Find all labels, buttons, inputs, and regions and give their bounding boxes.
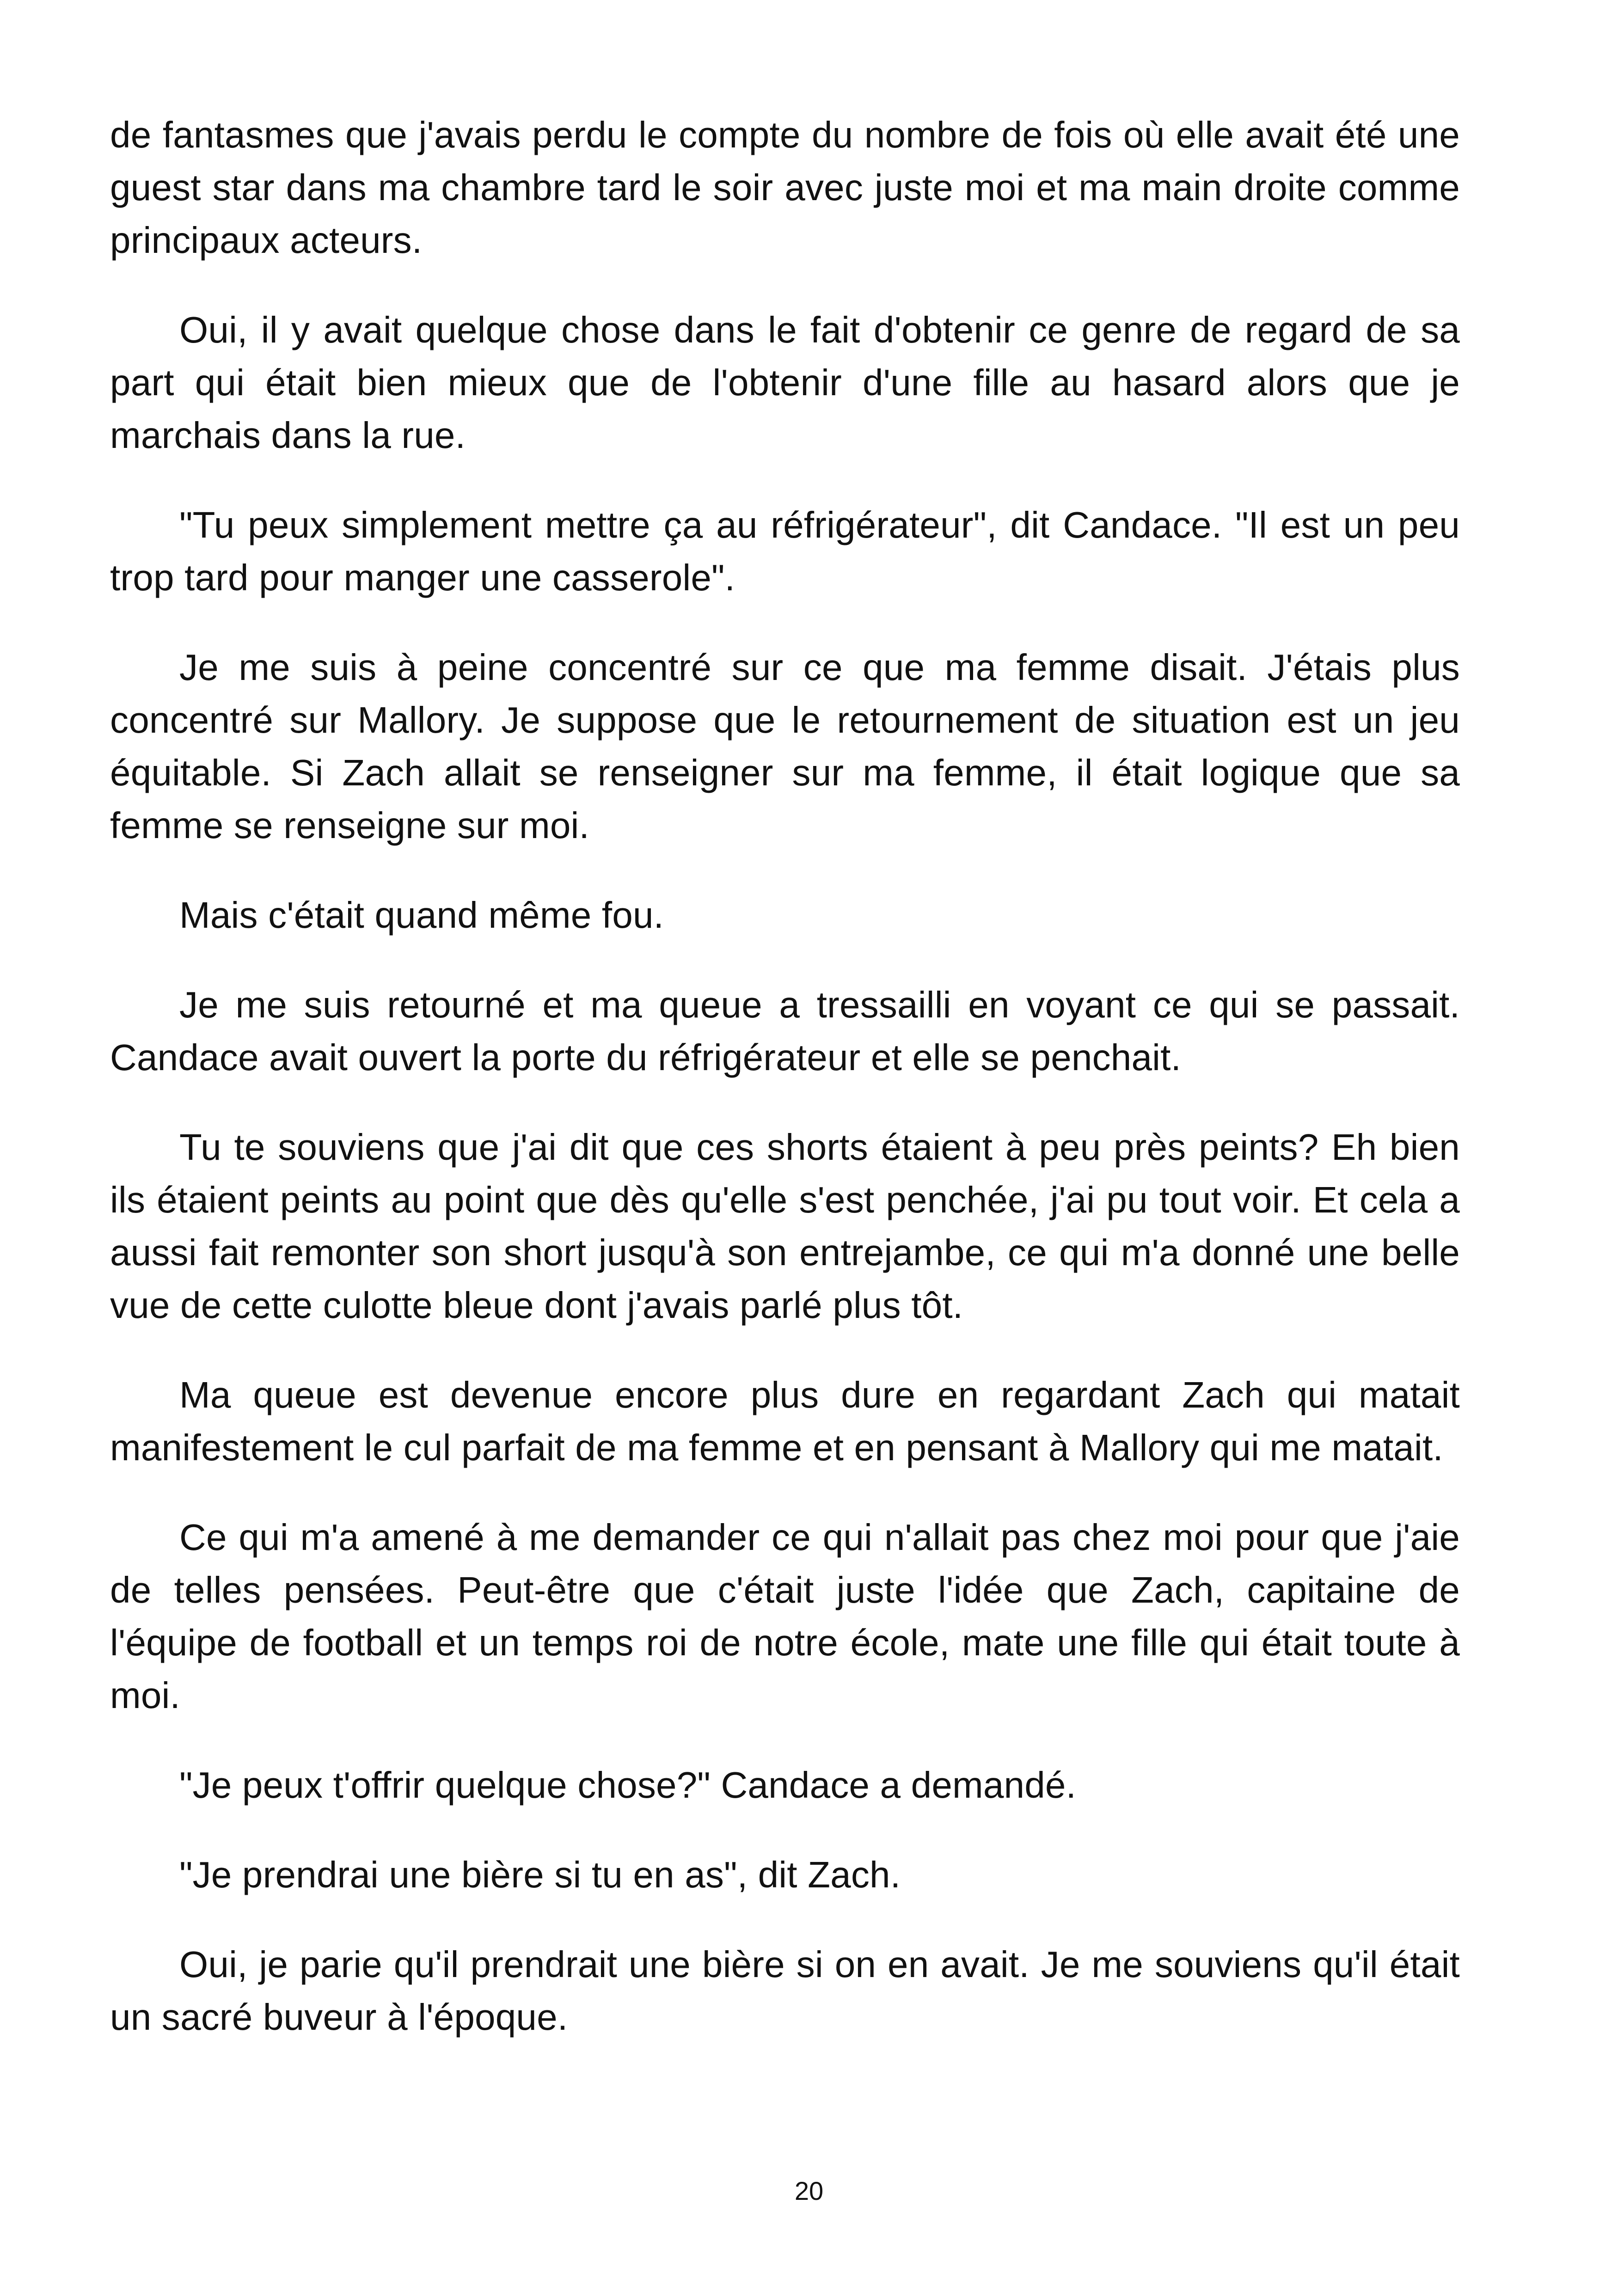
paragraph-6: Je me suis retourné et ma queue a tressailli en voyant ce qui se passait. Candace avait ouvert la porte du réfrigérateur et elle se penchait. xyxy=(110,984,1460,1078)
paragraph-5: Mais c'était quand même fou. xyxy=(179,894,664,936)
paragraph-4: Je me suis à peine concentré sur ce que ma femme disait. J'étais plus concentré sur Mallory. Je suppose que le retournement de situation est un jeu équitable. Si Zach allait se renseigner sur ma femme, il était logique que sa femme se renseigne sur moi. xyxy=(110,647,1460,846)
body-text xyxy=(110,109,1460,2081)
paragraph-10: "Je peux t'offrir quelque chose?" Candace a demandé. xyxy=(179,1764,1077,1806)
page-number: 20 xyxy=(794,2176,824,2205)
paragraph-3: "Tu peux simplement mettre ça au réfrigérateur", dit Candace. "Il est un peu trop tard pour manger une casserole". xyxy=(110,504,1460,598)
paragraph-11: "Je prendrai une bière si tu en as", dit Zach. xyxy=(179,1854,901,1895)
paragraph-12: Oui, je parie qu'il prendrait une bière si on en avait. Je me souviens qu'il était un sacré buveur à l'époque. xyxy=(110,1944,1460,2038)
paragraph-2: Oui, il y avait quelque chose dans le fait d'obtenir ce genre de regard de sa part qui était bien mieux que de l'obtenir d'une fille au hasard alors que je marchais dans la rue. xyxy=(110,309,1460,456)
paragraph-7: Tu te souviens que j'ai dit que ces shorts étaient à peu près peints? Eh bien ils étaient peints au point que dès qu'elle s'est penchée, j'ai pu tout voir. Et cela a aussi fait remonter son short jusqu'à son entrejambe, ce qui m'a donné une belle vue de cette culotte bleue dont j'avais parlé plus tôt. xyxy=(110,1127,1460,1326)
paragraph-8: Ma queue est devenue encore plus dure en regardant Zach qui matait manifestement le cul parfait de ma femme et en pensant à Mallory qui me matait. xyxy=(110,1374,1460,1468)
paragraph-9: Ce qui m'a amené à me demander ce qui n'allait pas chez moi pour que j'aie de telles pensées. Peut-être que c'était juste l'idée que Zach, capitaine de l'équipe de football et un temps roi de notre école, mate une fille qui était toute à moi. xyxy=(110,1517,1460,1716)
paragraph-1: de fantasmes que j'avais perdu le compte du nombre de fois où elle avait été une guest star dans ma chambre tard le soir avec juste moi et ma main droite comme principaux acteurs. xyxy=(110,114,1460,261)
